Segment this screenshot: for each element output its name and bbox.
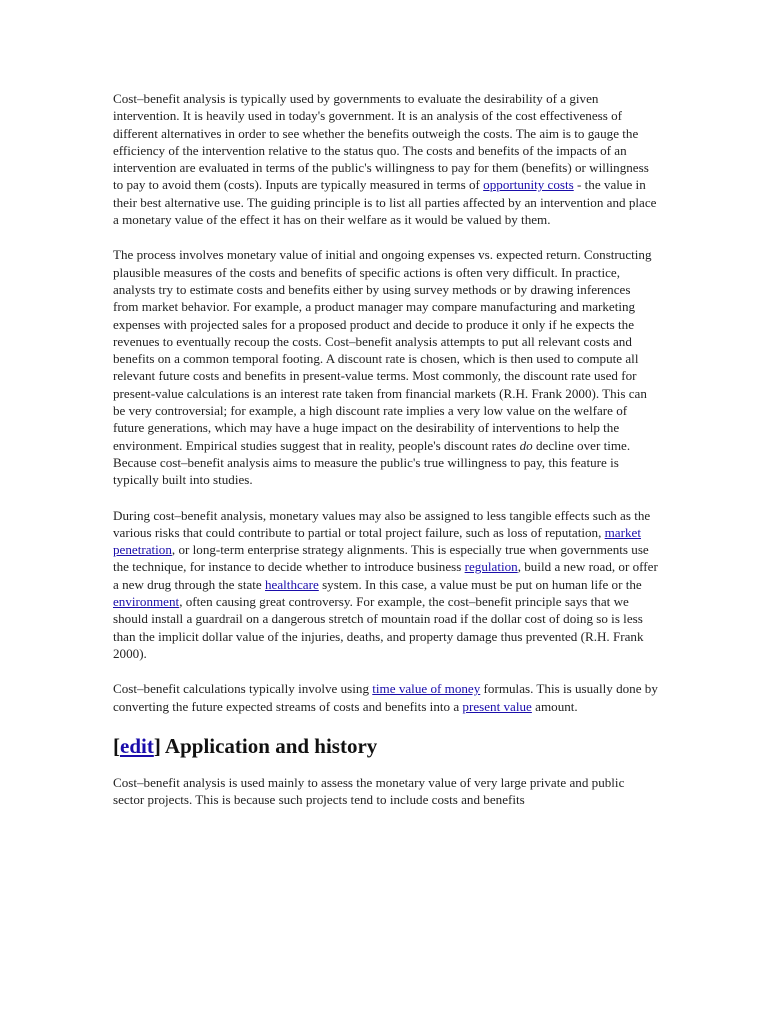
paragraph-text: - the value in their best alternative use. The guiding principle is to list all parties affected by an intervention and place a monetary value of the effect it has on their welfare as it would be valued by them. [113,177,657,228]
paragraph-text: During cost–benefit analysis, monetary values may also be assigned to less tangible effects such as the various risks that could contribute to partial or total project failure, such as loss of reputation, [113,507,651,540]
link-market-penetration[interactable]: market penetration [113,524,641,558]
paragraph-text: decline over time. Because cost–benefit analysis aims to measure the public's true willingness to pay, this feature is typically built into studies. [113,437,631,488]
section-title: Application and history [160,733,378,758]
section-heading-application-history [113,733,658,759]
paragraph-text: , build a new road, or offer a new drug through the state [113,559,658,592]
paragraph-text: amount. [531,698,578,714]
link-environment[interactable]: environment [113,594,180,610]
paragraph-text: Cost–benefit analysis is used mainly to assess the monetary value of very large private and public sector projects. This is because such projects tend to include costs and benefits [113,774,625,808]
paragraph-application [113,774,658,809]
paragraph-text: system. In this case, a value must be put on human life or the [318,576,642,592]
paragraph-calculations [113,680,658,715]
link-present-value[interactable]: present value [462,698,532,714]
edit-section-link[interactable]: edit [120,733,154,758]
paragraph-text: The process involves monetary value of initial and ongoing expenses vs. expected return. Constructing plausible measures of the costs and benefits of specific actions is often very difficult. In practice, analysts try to estimate costs and benefits either by using survey methods or by drawing inferences from market behavior. For example, a product manager may compare manufacturing and marketing expenses with projected sales for a proposed product and decide to produce it only if he expects the revenues to eventually recoup the costs. Cost–benefit analysis attempts to put all relevant costs and benefits on a common temporal footing. A discount rate is chosen, which is then used to compute all relevant future costs and benefits in present-value terms. Most commonly, the discount rate used for present-value calculations is an interest rate taken from financial markets (R.H. Frank 2000). This can be very controversial; for example, a high discount rate implies a very low value on the welfare of future generations, which may have a huge impact on the desirability of interventions to help the environment. Empirical studies suggest that in reality, people's discount rates [113,247,652,453]
paragraph-text: , often causing great controversy. For example, the cost–benefit principle says that we should install a guardrail on a dangerous stretch of mountain road if the dollar cost of doing so is less than the implicit dollar value of the injuries, deaths, and property damage thus prevented (R.H. Frank 2000). [113,594,644,661]
paragraph-text: Cost–benefit analysis is typically used by governments to evaluate the desirability of a given intervention. It is heavily used in today's government. It is an analysis of the cost effectiveness of different alternatives in order to see whether the benefits outweigh the costs. The aim is to gauge the efficiency of the intervention relative to the status quo. The costs and benefits of the impacts of an intervention are evaluated in terms of the public's willingness to pay for them (benefits) or willingness to pay to avoid them (costs). Inputs are typically measured in terms of [113,91,649,193]
link-opportunity-costs[interactable]: opportunity costs [483,177,574,193]
paragraph-text: Cost–benefit calculations typically involve using [113,681,373,697]
paragraph-text: formulas. This is usually done by converting the future expected streams of costs and benefits into a [113,681,658,714]
heading-open-bracket: [ [113,733,120,758]
paragraph-purpose [113,90,658,228]
paragraph-process [113,246,658,488]
link-healthcare[interactable]: healthcare [265,576,319,592]
link-regulation[interactable]: regulation [464,559,518,575]
heading-close-bracket: ] [153,733,161,758]
paragraph-intangibles [113,507,658,663]
emphasis-do: do [519,437,533,453]
link-time-value-of-money[interactable]: time value of money [372,681,481,697]
article-body [113,90,658,826]
paragraph-text: , or long-term enterprise strategy alignments. This is especially true when governments use the technique, for instance to decide whether to introduce business [113,542,649,575]
